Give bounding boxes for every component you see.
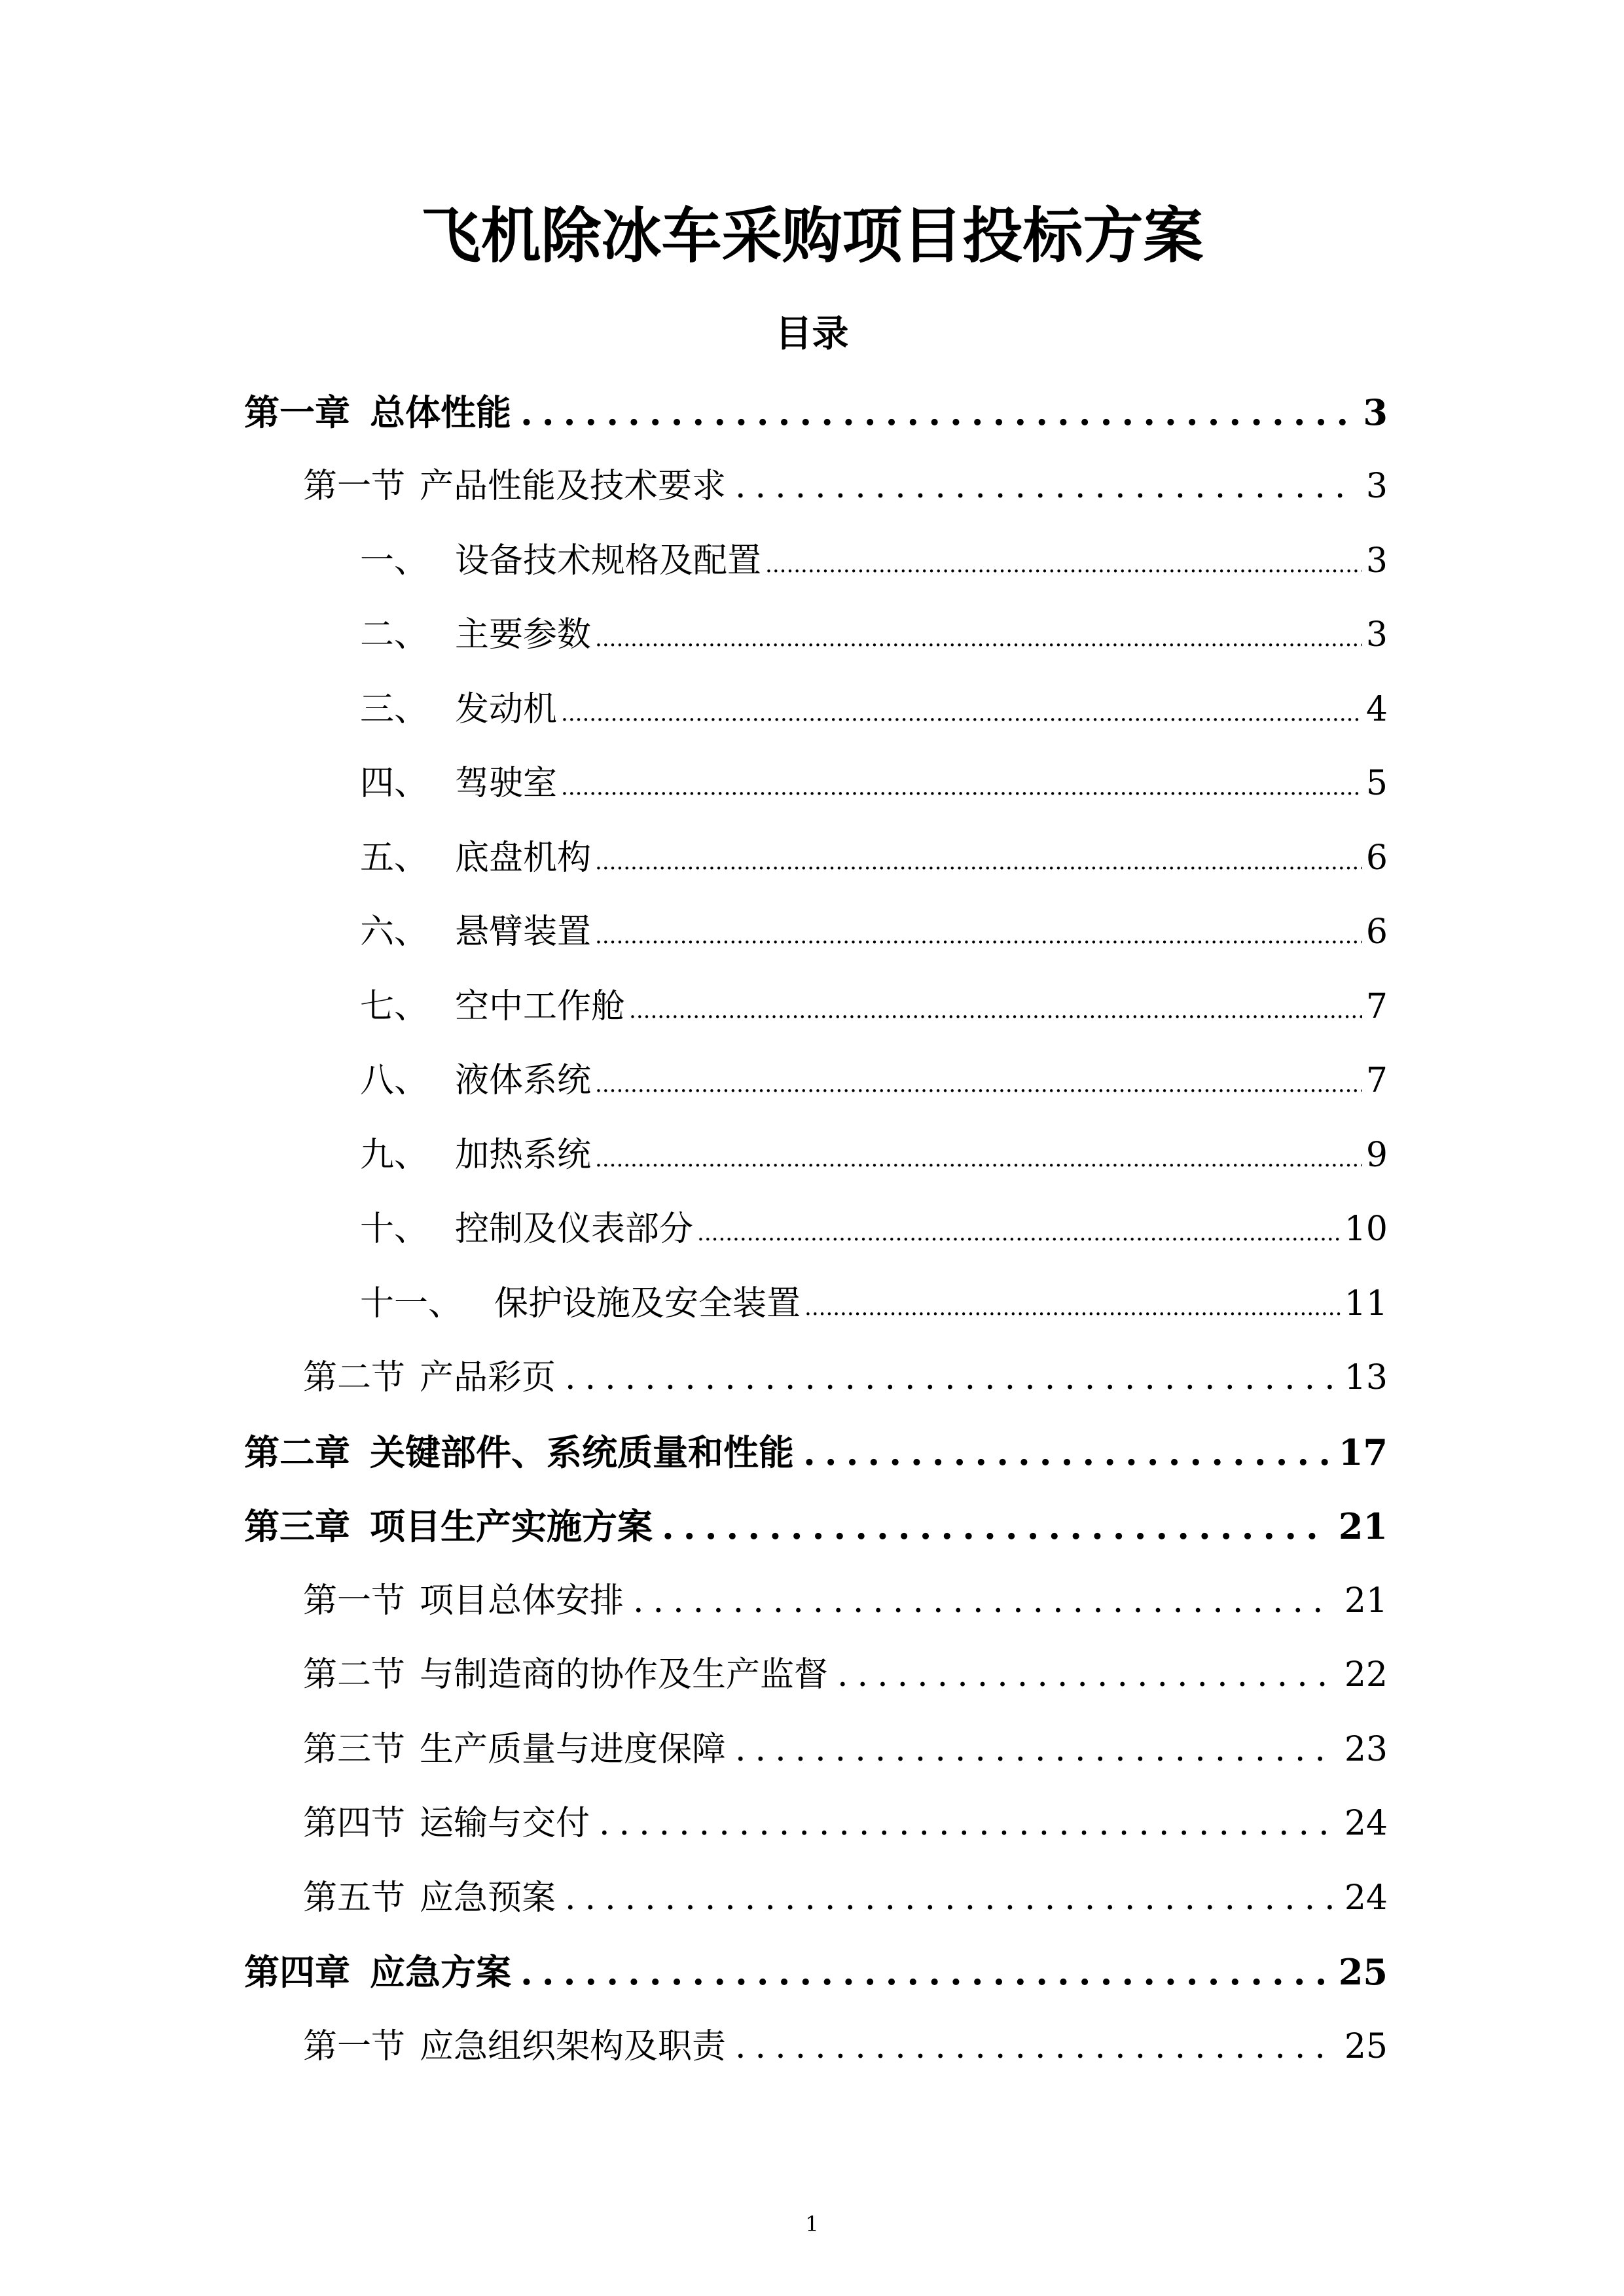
toc-item-row[interactable] (360, 757, 1388, 810)
toc-leader (735, 460, 1357, 512)
toc-label: 控制及仪表部分 (455, 1210, 694, 1249)
toc-leader (595, 1133, 1362, 1181)
toc-item-row[interactable] (360, 1203, 1388, 1255)
toc-leader (803, 1426, 1329, 1479)
toc-label: 项目总体安排 (420, 1581, 624, 1621)
toc-number: 七、 (360, 987, 429, 1026)
toc-leader (735, 1723, 1335, 1776)
toc-leader (837, 1649, 1335, 1701)
toc-label: 保护设施及安全装置 (494, 1284, 801, 1323)
toc-page-number: 17 (1338, 1431, 1388, 1473)
toc-leader (561, 687, 1362, 736)
toc-number: 第一节 (303, 467, 406, 506)
toc-label: 生产质量与进度保障 (420, 1730, 727, 1769)
toc-section-row[interactable] (303, 1352, 1388, 1404)
toc-page-number: 3 (1365, 467, 1388, 506)
toc-page-number: 5 (1365, 764, 1388, 803)
toc-label: 总体性能 (370, 391, 511, 433)
toc-number: 十、 (360, 1210, 429, 1249)
toc-number: 一、 (360, 541, 429, 581)
toc-label: 与制造商的协作及生产监督 (420, 1655, 829, 1695)
toc-section-row[interactable] (303, 1649, 1388, 1701)
toc-number: 第一节 (303, 1581, 406, 1621)
toc-number: 六、 (360, 912, 429, 952)
toc-leader (662, 1500, 1329, 1552)
toc-section-row[interactable] (303, 1872, 1388, 1924)
toc-number: 第四节 (303, 1804, 406, 1843)
toc-number: 四、 (360, 764, 429, 803)
toc-number: 八、 (360, 1061, 429, 1100)
toc-page-number: 3 (1365, 541, 1388, 581)
toc-label: 悬臂装置 (455, 912, 592, 952)
toc-number: 第三节 (303, 1730, 406, 1769)
toc-label: 液体系统 (455, 1061, 592, 1100)
toc-page-number: 21 (1338, 1505, 1388, 1547)
toc-label: 运输与交付 (420, 1804, 590, 1843)
toc-label: 产品彩页 (420, 1358, 556, 1397)
toc-item-row[interactable] (360, 1278, 1388, 1330)
toc-chapter-row[interactable] (244, 1426, 1388, 1479)
toc-item-row[interactable] (360, 609, 1388, 661)
toc-page-number: 11 (1344, 1284, 1388, 1323)
toc-leader (599, 1797, 1335, 1850)
toc-page-number: 25 (1338, 1951, 1388, 1993)
toc-number: 第二节 (303, 1655, 406, 1695)
toc-number: 十一、 (360, 1284, 463, 1323)
toc-chapter-row[interactable] (244, 1500, 1388, 1552)
toc-page-number: 6 (1365, 838, 1388, 878)
toc-page-number: 10 (1344, 1210, 1388, 1249)
toc-section-row[interactable] (303, 2020, 1388, 2073)
toc-leader (595, 1058, 1362, 1107)
toc-label: 项目生产实施方案 (370, 1505, 653, 1547)
toc-leader (804, 1282, 1341, 1330)
toc-section-row[interactable] (303, 460, 1388, 512)
toc-page-number: 4 (1365, 690, 1388, 729)
toc-label: 应急组织架构及职责 (420, 2027, 727, 2066)
toc-label: 应急预案 (420, 1878, 556, 1918)
toc-leader (565, 1872, 1335, 1924)
toc-leader (629, 984, 1362, 1033)
toc-page-number: 22 (1344, 1655, 1388, 1695)
toc-label: 设备技术规格及配置 (455, 541, 762, 581)
toc-leader (765, 539, 1362, 587)
toc-number: 五、 (360, 838, 429, 878)
toc-section-row[interactable] (303, 1575, 1388, 1627)
toc-label: 产品性能及技术要求 (420, 467, 727, 506)
toc-number: 第一节 (303, 2027, 406, 2066)
toc-page-number: 24 (1344, 1878, 1388, 1918)
toc-label: 底盘机构 (455, 838, 592, 878)
toc-leader (633, 1575, 1335, 1627)
toc-item-row[interactable] (360, 980, 1388, 1033)
toc-label: 发动机 (455, 690, 558, 729)
toc-label: 驾驶室 (455, 764, 558, 803)
toc-label: 主要参数 (455, 615, 592, 655)
toc-number: 第三章 (244, 1505, 350, 1547)
toc-number: 第二章 (244, 1431, 350, 1473)
toc-label: 加热系统 (455, 1136, 592, 1175)
toc-number: 第五节 (303, 1878, 406, 1918)
document-title: 飞机除冰车采购项目投标方案 (420, 200, 1204, 271)
toc-page-number: 13 (1344, 1358, 1388, 1397)
toc-label: 关键部件、系统质量和性能 (370, 1431, 794, 1473)
toc-page-number: 3 (1363, 391, 1388, 433)
toc-leader (595, 910, 1362, 958)
toc-leader (697, 1207, 1341, 1255)
toc-number: 三、 (360, 690, 429, 729)
toc-page-number: 6 (1365, 912, 1388, 952)
toc-page-number: 24 (1344, 1804, 1388, 1843)
toc-chapter-row[interactable] (244, 1946, 1388, 1998)
toc-item-row[interactable] (360, 1129, 1388, 1181)
toc-number: 第一章 (244, 391, 350, 433)
toc-number: 二、 (360, 615, 429, 655)
toc-section-row[interactable] (303, 1797, 1388, 1850)
toc-page-number: 7 (1365, 987, 1388, 1026)
toc-label: 空中工作舱 (455, 987, 626, 1026)
toc-item-row[interactable] (360, 535, 1388, 587)
toc-page-number: 21 (1344, 1581, 1388, 1621)
toc-leader (565, 1352, 1335, 1404)
toc-leader (735, 2020, 1335, 2073)
toc-heading: 目录 (775, 312, 849, 355)
toc-section-row[interactable] (303, 1723, 1388, 1776)
toc-number: 第二节 (303, 1358, 406, 1397)
toc-page-number: 23 (1344, 1730, 1388, 1769)
toc-page-number: 7 (1365, 1061, 1388, 1100)
toc-number: 九、 (360, 1136, 429, 1175)
toc-label: 应急方案 (370, 1951, 511, 1993)
toc-item-row[interactable] (360, 832, 1388, 884)
toc-leader (520, 1946, 1329, 1998)
toc-chapter-row[interactable] (244, 386, 1388, 439)
toc-leader (595, 613, 1362, 661)
toc-page-number: 9 (1365, 1136, 1388, 1175)
toc-leader (520, 386, 1354, 439)
toc-leader (595, 836, 1362, 884)
page-number: 1 (805, 2212, 819, 2236)
toc-page-number: 3 (1365, 615, 1388, 655)
toc-item-row[interactable] (360, 683, 1388, 736)
toc-leader (561, 761, 1362, 810)
toc-item-row[interactable] (360, 1054, 1388, 1107)
toc-number: 第四章 (244, 1951, 350, 1993)
toc-item-row[interactable] (360, 906, 1388, 958)
toc-page-number: 25 (1344, 2027, 1388, 2066)
